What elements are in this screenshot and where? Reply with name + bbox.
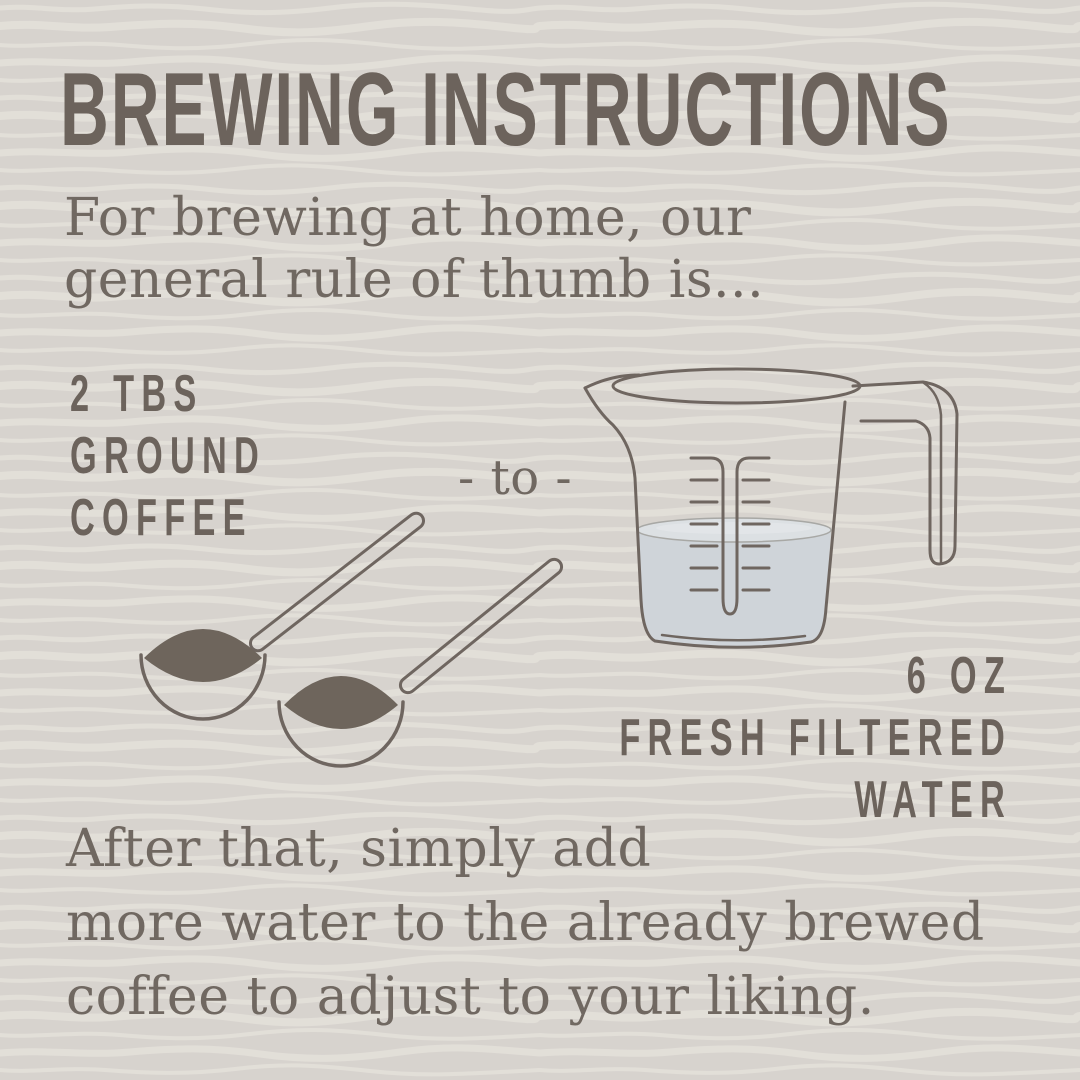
two-coffee-scoops-icon bbox=[100, 480, 590, 830]
outro-line-1: After that, simply add bbox=[66, 819, 652, 879]
page-title: BREWING INSTRUCTIONS bbox=[60, 52, 952, 168]
water-word-water: WATER bbox=[854, 771, 1012, 829]
water-fill bbox=[637, 530, 831, 647]
coffee-word-ground: GROUND bbox=[70, 427, 267, 485]
water-word-fresh-filtered: FRESH FILTERED bbox=[619, 709, 1012, 767]
coffee-amount: 2 TBS bbox=[70, 365, 204, 423]
intro-line-2: general rule of thumb is... bbox=[64, 250, 765, 310]
coffee-scoop-icon bbox=[141, 510, 427, 719]
intro-paragraph bbox=[64, 187, 764, 311]
coffee-word-coffee: COFFEE bbox=[70, 489, 253, 547]
water-amount: 6 OZ bbox=[906, 647, 1012, 705]
intro-line-1: For brewing at home, our bbox=[64, 188, 752, 248]
coffee-scoop-icon bbox=[279, 556, 565, 766]
outro-line-2: more water to the already brewed bbox=[66, 893, 985, 953]
water-quantity-label bbox=[619, 645, 1012, 831]
outro-paragraph bbox=[66, 812, 985, 1034]
outro-line-3: coffee to adjust to your liking. bbox=[66, 967, 875, 1027]
coffee-grounds bbox=[144, 629, 262, 682]
cup-handle bbox=[853, 382, 957, 564]
ratio-separator: - to - bbox=[458, 450, 573, 506]
coffee-grounds bbox=[284, 676, 398, 729]
